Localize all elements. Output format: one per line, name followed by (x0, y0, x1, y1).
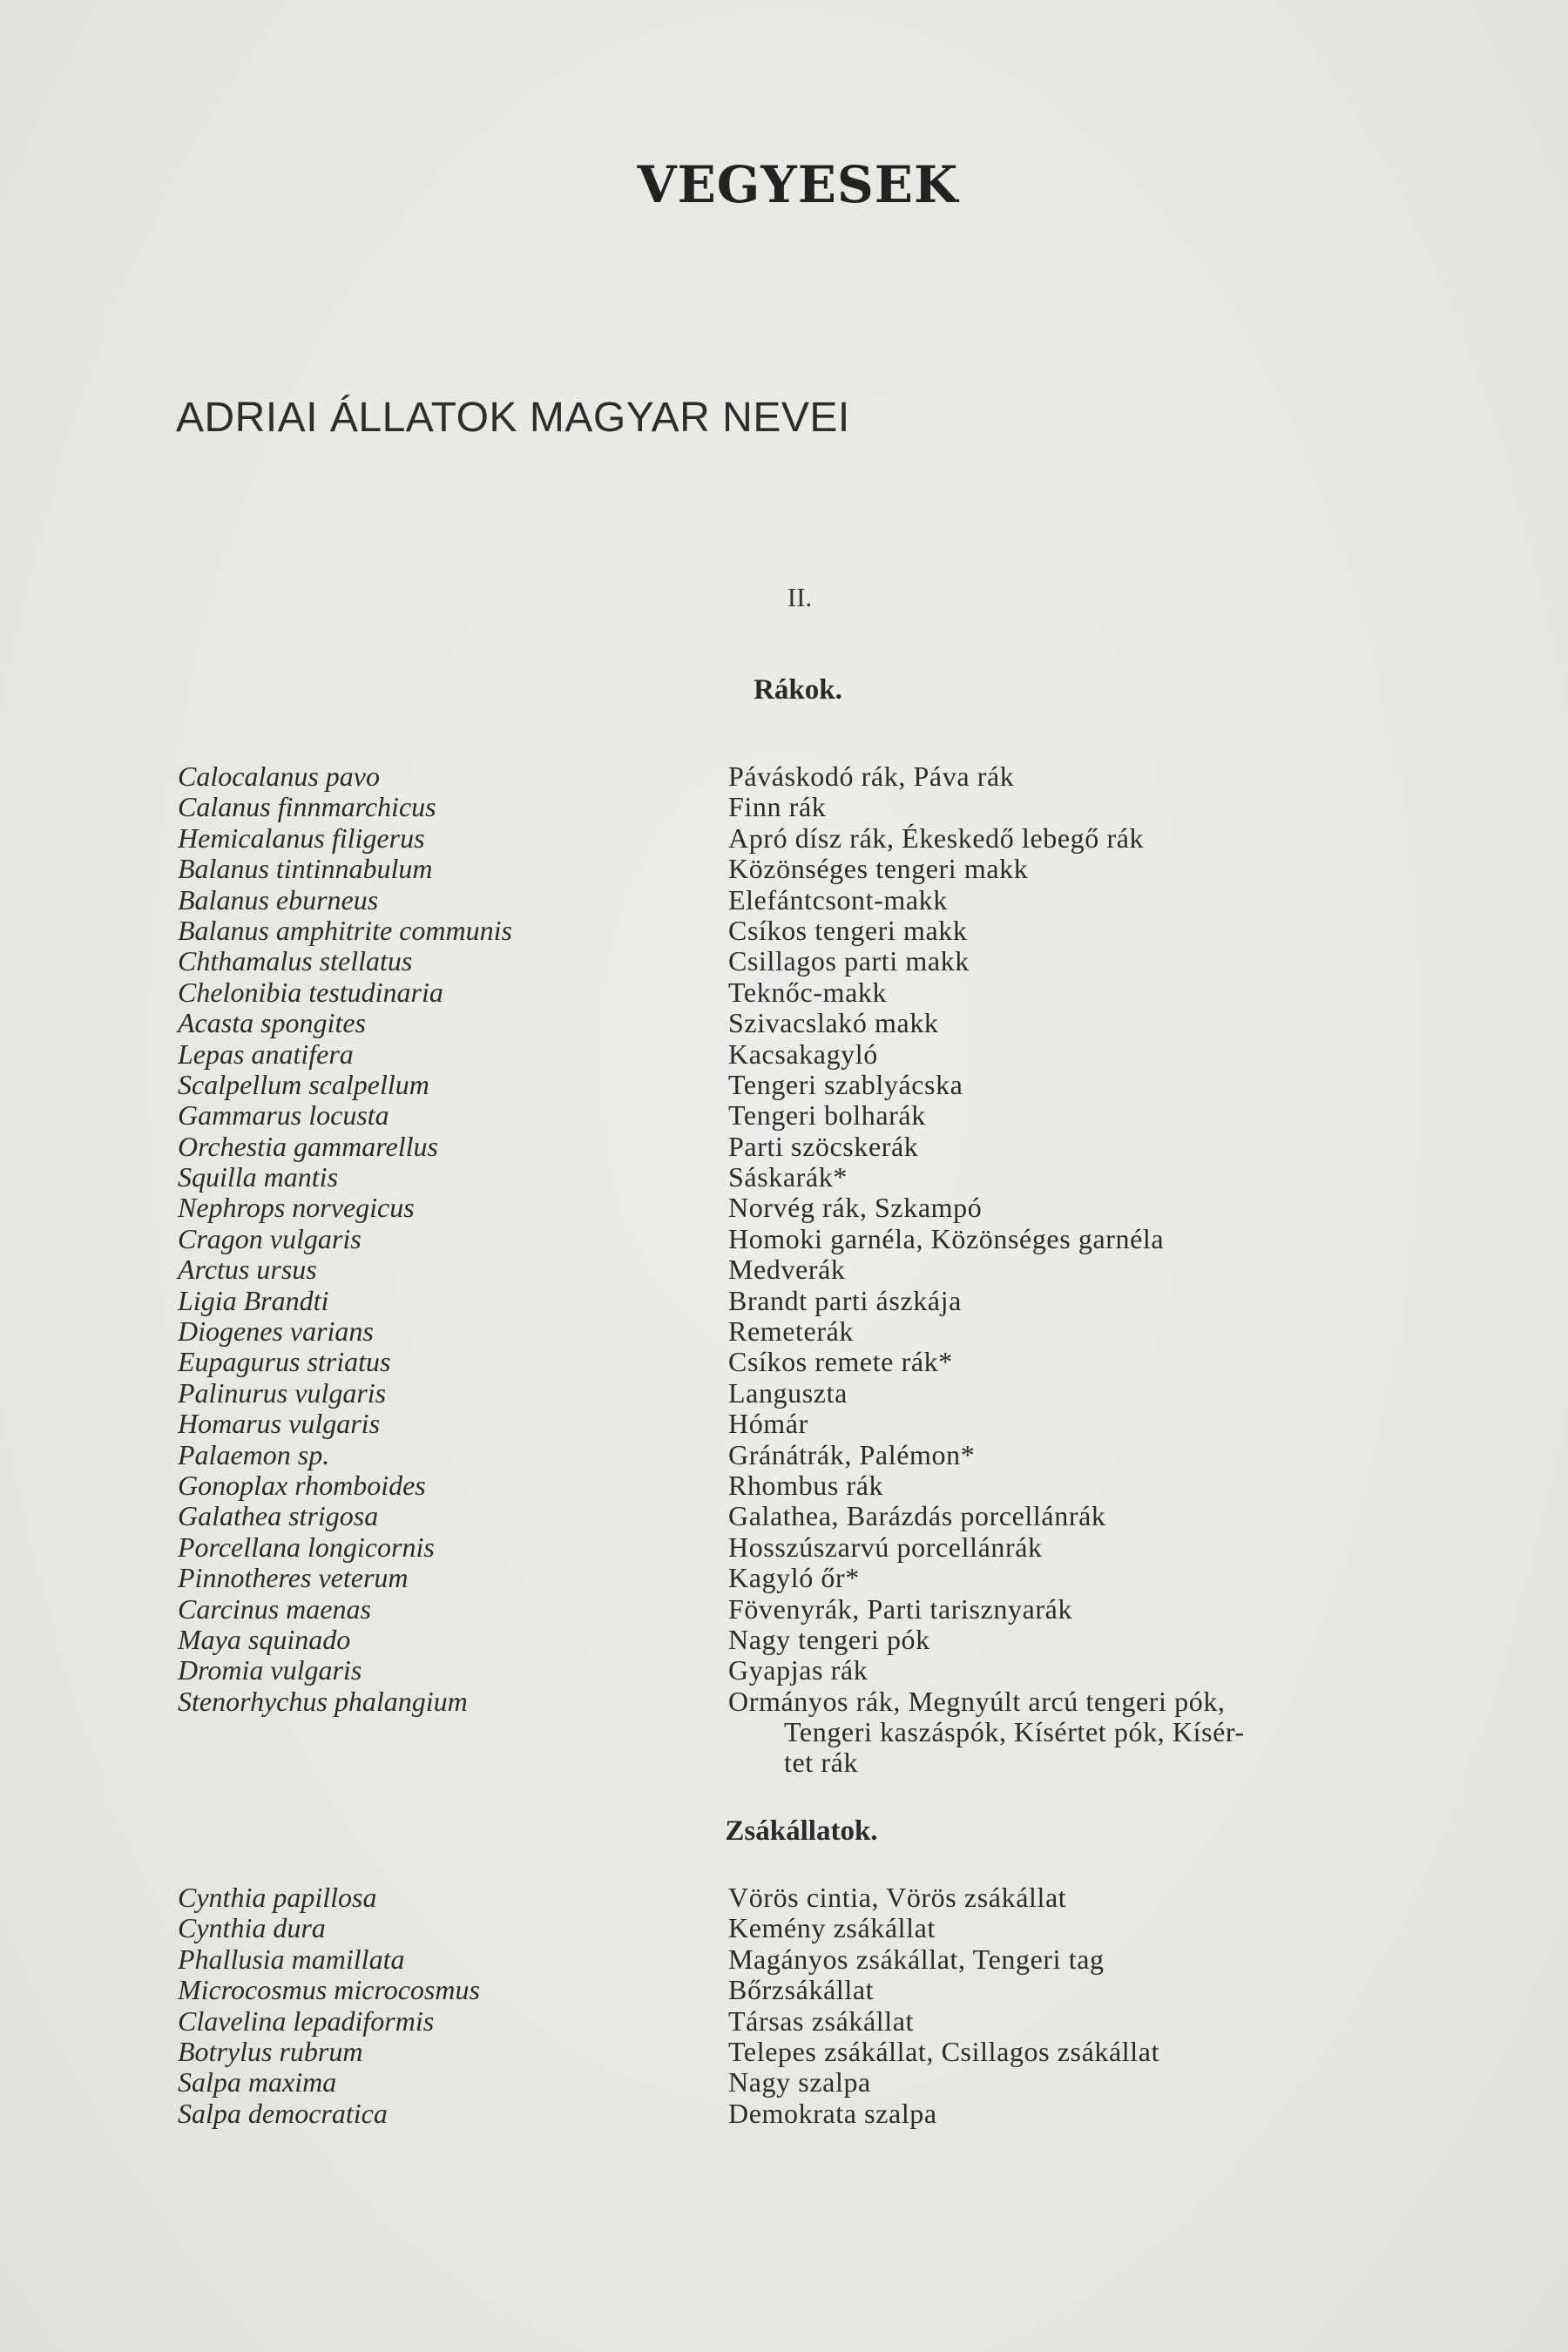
hungarian-name (728, 1686, 1321, 1778)
latin-name: Calanus finnmarchicus (178, 791, 436, 823)
hungarian-name: Brandt parti ászkája (728, 1284, 962, 1316)
list-item (0, 1039, 1568, 1070)
hungarian-name: Remeterák (728, 1315, 854, 1348)
hungarian-name: Csillagos parti makk (728, 945, 970, 977)
latin-name: Arctus ursus (178, 1254, 317, 1286)
list-item (0, 1193, 1568, 1223)
hungarian-name: Gránátrák, Palémon* (728, 1438, 976, 1470)
list-item (0, 946, 1568, 977)
latin-name: Chthamalus stellatus (178, 945, 413, 977)
hungarian-name: Gyapjas rák (728, 1654, 868, 1686)
hungarian-name: Páváskodó rák, Páva rák (728, 760, 1015, 792)
list-item (0, 1686, 1568, 1779)
latin-name: Dromia vulgaris (178, 1654, 362, 1686)
hungarian-name: Finn rák (728, 791, 827, 823)
list-item (0, 761, 1568, 792)
hungarian-name: Tengeri bolharák (728, 1099, 926, 1132)
list-item (0, 1440, 1568, 1470)
list-item (0, 2037, 1568, 2067)
latin-name: Porcellana longicornis (178, 1531, 435, 1563)
list-item (0, 1655, 1568, 1686)
latin-name: Galathea strigosa (178, 1500, 379, 1532)
hungarian-name: Norvég rák, Szkampó (728, 1192, 983, 1224)
list-item (0, 1008, 1568, 1038)
hungarian-name: Csíkos remete rák* (728, 1346, 953, 1378)
latin-name: Eupagurus striatus (178, 1346, 391, 1378)
latin-name: Phallusia mamillata (178, 1943, 405, 1975)
hungarian-name: Teknőc-makk (728, 976, 888, 1008)
latin-name: Orchestia gammarellus (178, 1130, 438, 1162)
list-item (0, 1882, 1568, 1913)
hungarian-name-line: tet rák (784, 1746, 859, 1778)
latin-name: Nephrops norvegicus (178, 1192, 415, 1224)
list-item (0, 1286, 1568, 1316)
hungarian-name-line: Ormányos rák, Megnyúlt arcú tengeri pók, (728, 1685, 1226, 1717)
latin-name: Carcinus maenas (178, 1592, 371, 1625)
hungarian-name: Galathea, Barázdás porcellánrák (728, 1500, 1106, 1532)
hungarian-name: Elefántcsont-makk (728, 883, 948, 916)
latin-name: Hemicalanus filigerus (178, 821, 425, 854)
list-item (0, 2067, 1568, 2098)
list-item (0, 1409, 1568, 1439)
hungarian-name: Fövenyrák, Parti tarisznyarák (728, 1592, 1073, 1625)
latin-name: Cynthia dura (178, 1912, 326, 1944)
hungarian-name-line: Tengeri kaszáspók, Kísértet pók, Kísér- (784, 1715, 1245, 1747)
hungarian-name: Kagyló őr* (728, 1562, 860, 1594)
latin-name: Palinurus vulgaris (178, 1376, 387, 1409)
list-item (0, 1470, 1568, 1501)
hungarian-name: Hosszúszarvú porcellánrák (728, 1531, 1043, 1563)
hungarian-name: Magányos zsákállat, Tengeri tag (728, 1943, 1105, 1975)
hungarian-name: Sáskarák* (728, 1161, 848, 1193)
hungarian-name: Szivacslakó makk (728, 1007, 939, 1039)
latin-name: Balanus amphitrite communis (178, 914, 512, 946)
hungarian-name: Hómár (728, 1408, 808, 1440)
latin-name: Microcosmus microcosmus (178, 1974, 480, 2006)
latin-name: Stenorhychus phalangium (178, 1685, 468, 1717)
hungarian-name: Társas zsákállat (728, 2004, 915, 2037)
list-item (0, 1254, 1568, 1285)
latin-name: Balanus tintinnabulum (178, 853, 433, 885)
latin-name: Calocalanus pavo (178, 760, 380, 792)
list-item (0, 977, 1568, 1008)
list-item (0, 1070, 1568, 1100)
latin-name: Acasta spongites (178, 1007, 366, 1039)
hungarian-name: Közönséges tengeri makk (728, 853, 1029, 885)
part-number: II. (787, 582, 813, 612)
hungarian-name: Rhombus rák (728, 1469, 884, 1501)
latin-name: Botrylus rubrum (178, 2035, 363, 2067)
list-item (0, 1563, 1568, 1593)
list-item (0, 916, 1568, 946)
list-item (0, 1316, 1568, 1347)
latin-name: Pinnotheres veterum (178, 1562, 409, 1594)
list-item (0, 1132, 1568, 1162)
latin-name: Salpa maxima (178, 2066, 337, 2099)
hungarian-name: Kemény zsákállat (728, 1912, 936, 1944)
hungarian-name: Languszta (728, 1376, 848, 1409)
list-item (0, 2099, 1568, 2129)
list-item (0, 1224, 1568, 1254)
list-item (0, 1501, 1568, 1531)
latin-name: Maya squinado (178, 1623, 351, 1655)
group-title-tunicates: Zsákállatok. (725, 1815, 878, 1847)
latin-name: Chelonibia testudinaria (178, 976, 443, 1008)
group-title-crustaceans: Rákok. (754, 674, 842, 706)
list-item (0, 1594, 1568, 1625)
latin-name: Ligia Brandti (178, 1284, 329, 1316)
latin-name: Cragon vulgaris (178, 1222, 362, 1254)
crustacean-list (0, 761, 1568, 1779)
hungarian-name: Kacsakagyló (728, 1037, 878, 1070)
hungarian-name: Vörös cintia, Vörös zsákállat (728, 1882, 1067, 1913)
list-item (0, 1625, 1568, 1655)
list-item (0, 885, 1568, 916)
latin-name: Gammarus locusta (178, 1099, 389, 1132)
latin-name: Squilla mantis (178, 1161, 339, 1193)
list-item (0, 2006, 1568, 2037)
latin-name: Lepas anatifera (178, 1037, 354, 1070)
latin-name: Homarus vulgaris (178, 1408, 381, 1440)
tunicate-list (0, 1882, 1568, 2129)
latin-name: Balanus eburneus (178, 883, 379, 916)
latin-name: Cynthia papillosa (178, 1882, 377, 1913)
list-item (0, 1975, 1568, 2005)
hungarian-name: Homoki garnéla, Közönséges garnéla (728, 1222, 1165, 1254)
hungarian-name: Nagy szalpa (728, 2066, 871, 2099)
hungarian-name: Nagy tengeri pók (728, 1623, 930, 1655)
hungarian-name: Demokrata szalpa (728, 2097, 937, 2129)
latin-name: Salpa democratica (178, 2097, 388, 2129)
list-item (0, 1944, 1568, 1975)
hungarian-name: Tengeri szablyácska (728, 1068, 963, 1100)
latin-name: Scalpellum scalpellum (178, 1068, 429, 1100)
list-item (0, 1162, 1568, 1193)
section-title: VEGYESEK (637, 155, 959, 214)
latin-name: Diogenes varians (178, 1315, 374, 1348)
latin-name: Palaemon sp. (178, 1438, 330, 1470)
list-item (0, 1913, 1568, 1943)
hungarian-name: Medverák (728, 1254, 846, 1286)
list-item (0, 1347, 1568, 1377)
latin-name: Gonoplax rhomboides (178, 1469, 426, 1501)
list-item (0, 792, 1568, 822)
article-title: ADRIAI ÁLLATOK MAGYAR NEVEI (176, 395, 850, 441)
latin-name: Clavelina lepadiformis (178, 2004, 435, 2037)
list-item (0, 1100, 1568, 1131)
list-item (0, 1532, 1568, 1563)
list-item (0, 854, 1568, 884)
hungarian-name: Parti szöcskerák (728, 1130, 919, 1162)
list-item (0, 823, 1568, 854)
hungarian-name: Csíkos tengeri makk (728, 914, 968, 946)
hungarian-name: Apró dísz rák, Ékeskedő lebegő rák (728, 821, 1145, 854)
list-item (0, 1378, 1568, 1409)
hungarian-name: Bőrzsákállat (728, 1974, 875, 2006)
hungarian-name: Telepes zsákállat, Csillagos zsákállat (728, 2035, 1160, 2067)
